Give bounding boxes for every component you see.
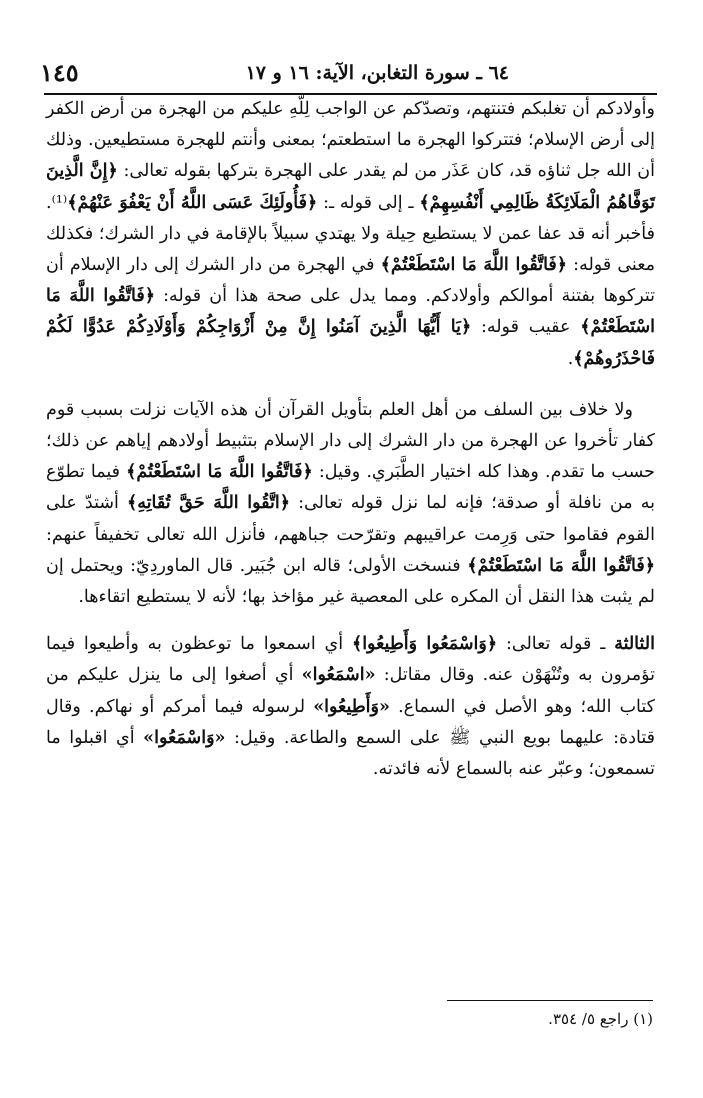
paragraph-2 — [46, 395, 655, 613]
text-run: في الهجرة من دار الشرك إلى دار الإسلام أن تتركوها بفتنة أموالكم وأولادكم. ومما يدل على صحة هذا أن قوله: — [46, 255, 655, 307]
text-run: أي أصغوا إلى ما ينزل عليكم من كتاب الله؛ وهو الأصل في السماع. — [46, 665, 655, 717]
quran-quote: ﴿إِنَّ الَّذِينَ تَوَفَّاهُمُ الْمَلَائِكَةُ ظَالِمِي أَنْفُسِهِمْ﴾ — [46, 161, 655, 213]
text-run: أشتدّ على القوم فقاموا حتى وَرِمت عراقيبهم وتقرّحت جباههم، فأنزل الله تعالى تخفيفاً عنهم: — [46, 493, 655, 545]
text-run: . — [567, 348, 574, 369]
text-run: ـ قوله تعالى: — [497, 634, 615, 655]
text-run: وأولادكم أن تغلبكم فتنتهم، وتصدّكم عن الواجب لِلّهِ عليكم من الهجرة من أرض الكفر إلى أرض الإسلام؛ فتتركوا الهجرة ما استطعتم؛ بمعنى وأنتم للهجرة مستطيعين. وذلك أن الله جل ثناؤه قد، كان عَذَر من لم يقدر على الهجرة بتركها بقوله تعالى: — [46, 99, 656, 182]
page-body — [46, 94, 655, 785]
text-run: عقيب قوله: — [471, 317, 581, 338]
quran-quote: «وَأَطِيعُوا» — [313, 696, 390, 717]
surah-verse-title: ٦٤ ـ سورة التغابن، الآية: ١٦ و ١٧ — [245, 62, 509, 84]
footnote: (١) راجع ٥/ ٣٥٤. — [548, 1010, 653, 1028]
text-run: أي اقبلوا ما تسمعون؛ وعبّر عنه بالسماع لأنه فائدته. — [46, 727, 655, 780]
quran-quote: ﴿فَاتَّقُوا اللَّهَ مَا اسْتَطَعْتُمْ﴾ — [380, 255, 568, 276]
text-run: فيما تطوّع به من نافلة أو صدقة؛ فإنه لما نزل قوله تعالى: — [46, 462, 655, 514]
quran-quote: «وَاسْمَعُوا» — [143, 727, 226, 748]
text-run: ـ إلى قوله ـ: — [317, 192, 420, 213]
text-run: فنسخت الأولى؛ قاله ابن جُبَير. قال الماوردِيّ: ويحتمل إن لم يثبت هذا النقل أن المكره على المعصية غير مؤاخذ بها؛ لأنه لا يستطيع اتقاءها. — [46, 555, 655, 608]
quran-quote: «اسْمَعُوا» — [301, 665, 376, 686]
page-number: ١٤٥ — [40, 58, 79, 87]
quran-quote: ﴿فَاتَّقُوا اللَّهَ مَا اسْتَطَعْتُمْ﴾ — [46, 286, 655, 338]
paragraph-1 — [46, 94, 655, 375]
text-run: لرسوله فيما أمركم أو نهاكم. وقال قتادة: عليهما بويع النبي ﷺ على السمع والطاعة. وقيل: — [46, 696, 655, 748]
quran-quote: ﴿فَاتَّقُوا اللَّهَ مَا اسْتَطَعْتُمْ﴾ — [126, 462, 313, 483]
quran-quote: ﴿اتَّقُوا اللَّهَ حَقَّ تُقَاتِهِ﴾ — [127, 493, 291, 514]
text-run: ولا خلاف بين السلف من أهل العلم بتأويل القرآن أن هذه الآيات نزلت بسبب قوم كفار تأخروا عن الهجرة من دار الشرك إلى دار الإسلام بتثبيط أولادهم إياهم عن ذلك؛ حسب ما تقدم. وهذا كله اختيار الطَّبَري. وقيل: — [46, 399, 655, 483]
paragraph-3 — [46, 629, 655, 785]
text-run: ⁽¹⁾. فأخبر أنه قد عفا عمن لا يستطيع حِيلة ولا يهتدي سبيلاً بالإقامة في دار الشرك؛ فكذلك معنى قوله: — [46, 192, 656, 276]
text-run: أي اسمعوا ما توعظون به وأطيعوا فيما تؤمرون به وتُنْهَوْن عنه. وقال مقاتل: — [46, 634, 655, 686]
running-header — [40, 52, 659, 92]
footnote-divider — [447, 1000, 653, 1001]
section-heading: الثالثة — [614, 634, 655, 655]
quran-quote: ﴿فَأُولَئِكَ عَسَى اللَّهُ أَنْ يَعْفُوَ عَنْهُمْ﴾ — [67, 192, 318, 213]
quran-quote: ﴿يَا أَيُّهَا الَّذِينَ آمَنُوا إِنَّ مِنْ أَزْوَاجِكُمْ وَأَوْلَادِكُمْ عَدُوًّا لَكُمْ فَاحْذَرُوهُمْ﴾ — [46, 317, 655, 369]
quran-quote: ﴿وَاسْمَعُوا وَأَطِيعُوا﴾ — [351, 634, 498, 655]
quran-quote: ﴿فَاتَّقُوا اللَّهَ مَا اسْتَطَعْتُمْ﴾ — [467, 555, 655, 576]
